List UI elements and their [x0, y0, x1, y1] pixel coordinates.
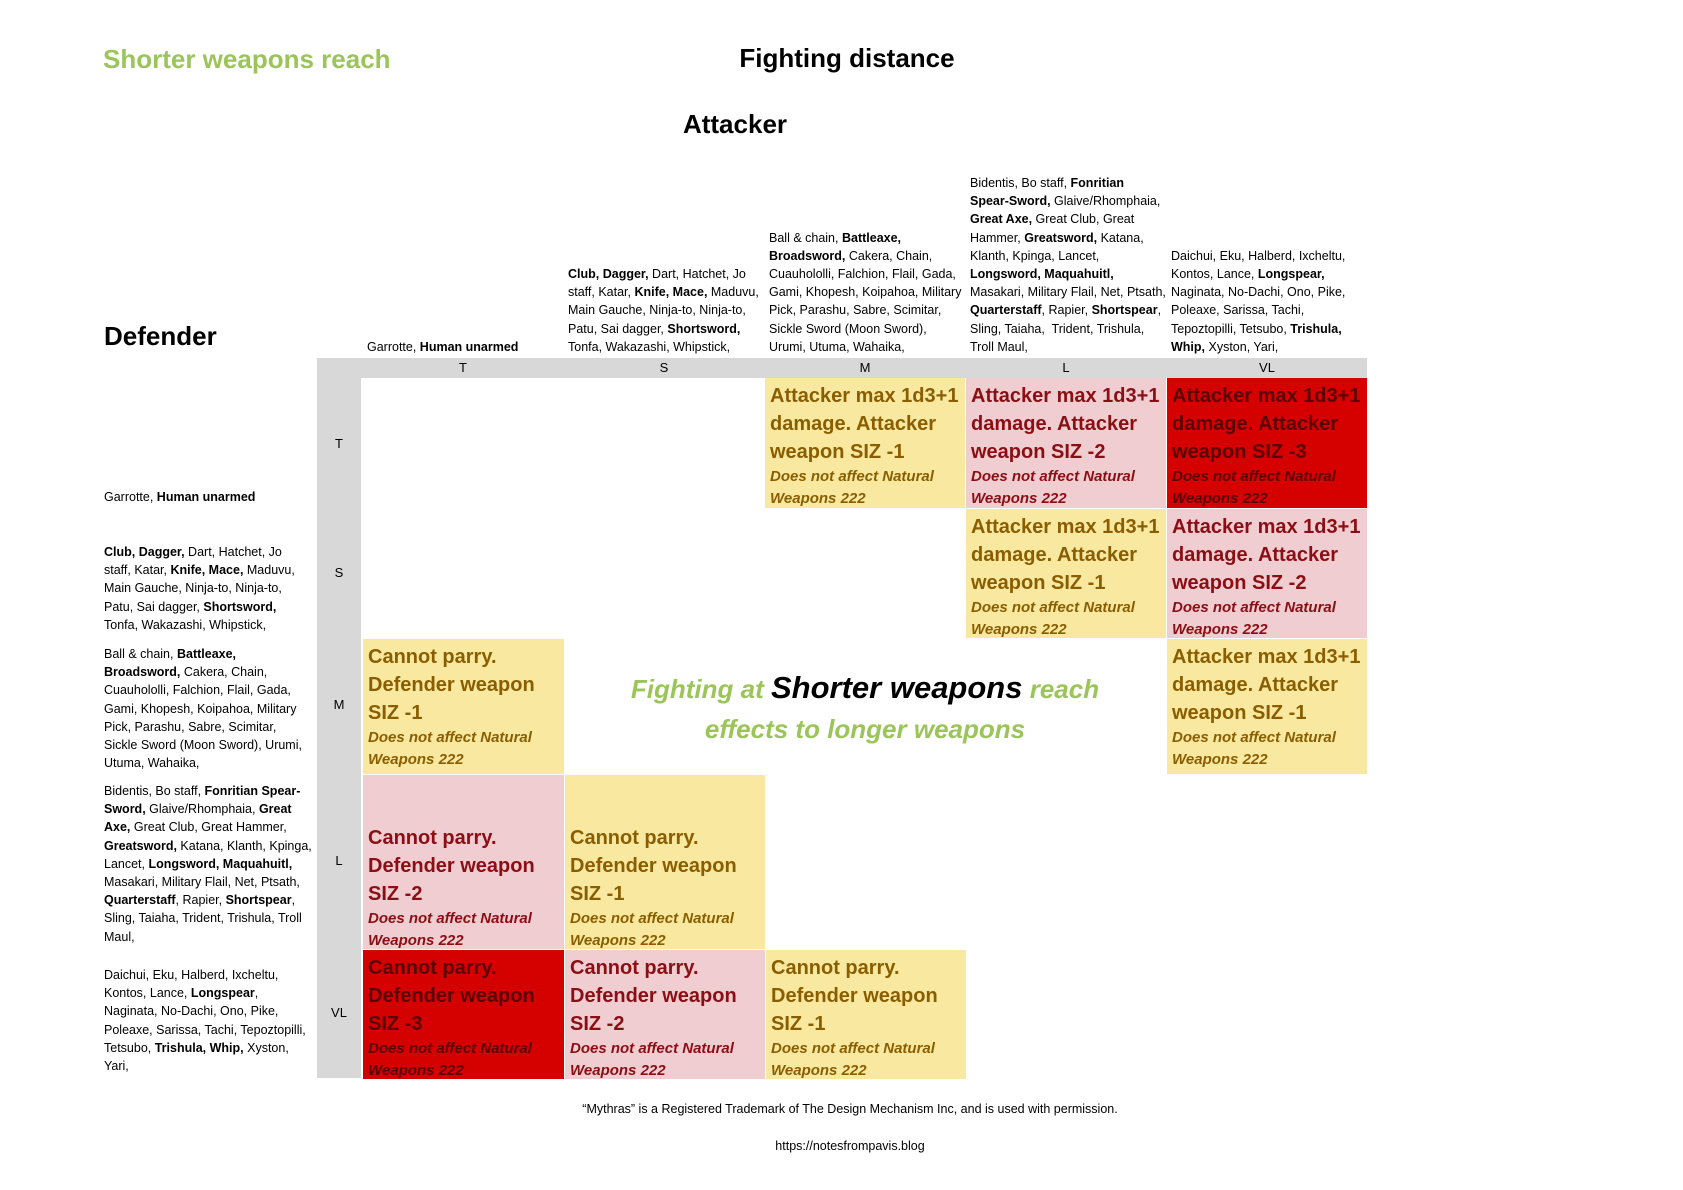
page-title: Fighting distance — [739, 43, 955, 73]
center-message-emphasis: Shorter weapons — [770, 670, 1023, 705]
defender-heading: Defender — [104, 321, 217, 351]
cell-vl-m-effect: Cannot parry. Defender weapon SIZ -1 — [771, 957, 938, 1035]
cell-m-t — [363, 639, 564, 774]
column-code-s: S — [659, 360, 669, 375]
cell-m-vl-note: Does not affect Natural Weapons 222 — [1172, 729, 1336, 768]
cell-vl-s-note: Does not affect Natural Weapons 222 — [570, 1040, 734, 1079]
column-code-m: M — [859, 360, 871, 375]
cell-vl-m — [766, 950, 966, 1079]
cell-t-m-effect: Attacker max 1d3+1 damage. Attacker weapon SIZ -1 — [770, 385, 959, 463]
cell-s-vl-note: Does not affect Natural Weapons 222 — [1172, 599, 1336, 638]
column-code-l: L — [1062, 360, 1070, 375]
column-weapons-t: Garrotte, Human unarmed — [367, 339, 519, 354]
center-message-prefix: Fighting at — [630, 674, 764, 704]
cell-m-t-effect: Cannot parry. Defender weapon SIZ -1 — [368, 646, 535, 724]
cell-s-l — [966, 509, 1166, 638]
row-weapons-t: Garrotte, Human unarmed — [104, 490, 256, 504]
cell-t-l — [966, 378, 1166, 508]
center-message — [570, 668, 1160, 749]
cell-s-l-effect: Attacker max 1d3+1 damage. Attacker weapon SIZ -1 — [971, 516, 1160, 594]
cell-m-t-note: Does not affect Natural Weapons 222 — [368, 729, 532, 768]
cell-t-l-note: Does not affect Natural Weapons 222 — [971, 468, 1135, 507]
cell-vl-t-note: Does not affect Natural Weapons 222 — [368, 1040, 532, 1079]
cell-t-m-note: Does not affect Natural Weapons 222 — [770, 468, 934, 507]
row-weapons-vl: Daichui, Eku, Halberd, Ixcheltu, Kontos, Lance, Longspear, Naginata, No-Dachi, Ono, Pike, Poleaxe, Sarissa, Tachi, Tepoztopilli, Tetsubo, Trishula, Whip, Xyston, Yari, — [104, 968, 306, 1074]
column-weapons-m: Ball & chain, Battleaxe, Broadsword, Cakera, Chain, Cuauhololli, Falchion, Flail, Gada, Gami, Khopesh, Koipahoa, Military Pick, Parashu, Sabre, Scimitar, Sickle Sword (Moon Sword), Urumi, Utuma, Wahaika, — [769, 230, 962, 354]
column-code-vl: VL — [1259, 360, 1275, 375]
cell-m-vl — [1167, 639, 1367, 774]
row-code-m: M — [333, 697, 345, 712]
column-weapons-vl: Daichui, Eku, Halberd, Ixcheltu, Kontos, Lance, Longspear, Naginata, No-Dachi, Ono, Pike, Poleaxe, Sarissa, Tachi, Tepoztopilli, Tetsubo, Trishula, Whip, Xyston, Yari, — [1171, 248, 1346, 354]
row-code-t: T — [335, 436, 343, 451]
column-weapons-l: Bidentis, Bo staff, Fonritian Spear-Sword, Glaive/Rhomphaia, Great Axe, Great Club, Great Hammer, Greatsword, Katana, Klanth, Kpinga, Lancet, Longsword, Maquahuitl, Masakari, Military Flail, Net, Ptsath, Quarterstaff, Rapier, Shortspear, Sling, Taiaha, Trident, Trishula, Troll Maul, — [970, 175, 1166, 354]
cell-t-m — [765, 378, 965, 508]
cell-l-t-effect: Cannot parry. Defender weapon SIZ -2 — [368, 827, 535, 905]
cell-l-t-note: Does not affect Natural Weapons 222 — [368, 910, 532, 949]
cell-l-t — [363, 775, 564, 949]
title-shorter-weapons-reach: Shorter weapons reach — [103, 44, 391, 74]
cell-l-s-effect: Cannot parry. Defender weapon SIZ -1 — [570, 827, 737, 905]
center-message-line2: effects to longer weapons — [704, 714, 1026, 744]
cell-vl-t — [363, 950, 564, 1079]
blog-url: https://notesfrompavis.blog — [775, 1139, 925, 1153]
cell-s-vl — [1167, 509, 1367, 638]
row-weapons-l: Bidentis, Bo staff, Fonritian Spear-Sword, Glaive/Rhomphaia, Great Axe, Great Club, Great Hammer, Greatsword, Katana, Klanth, Kpinga, Lancet, Longsword, Maquahuitl, Masakari, Military Flail, Net, Ptsath, Quarterstaff, Rapier, Shortspear, Sling, Taiaha, Trident, Trishula, Troll Maul, — [104, 784, 312, 944]
row-code-l: L — [335, 853, 343, 868]
attacker-heading: Attacker — [682, 109, 788, 139]
column-code-t: T — [459, 360, 467, 375]
trademark-notice: “Mythras” is a Registered Trademark of The Design Mechanism Inc, and is used with permission. — [582, 1102, 1118, 1116]
cell-t-vl — [1167, 378, 1367, 508]
row-code-vl: VL — [331, 1005, 347, 1020]
row-header-bar — [317, 358, 361, 1078]
center-message-line1 — [570, 668, 1160, 709]
cell-m-vl-effect: Attacker max 1d3+1 damage. Attacker weapon SIZ -1 — [1172, 646, 1361, 724]
cell-s-vl-effect: Attacker max 1d3+1 damage. Attacker weapon SIZ -2 — [1172, 516, 1361, 594]
cell-s-l-note: Does not affect Natural Weapons 222 — [971, 599, 1135, 638]
cell-l-s — [565, 775, 765, 949]
cell-t-l-effect: Attacker max 1d3+1 damage. Attacker weapon SIZ -2 — [971, 385, 1160, 463]
cell-t-vl-note: Does not affect Natural Weapons 222 — [1172, 468, 1336, 507]
cell-t-vl-effect: Attacker max 1d3+1 damage. Attacker weapon SIZ -3 — [1172, 385, 1361, 463]
cell-vl-s-effect: Cannot parry. Defender weapon SIZ -2 — [570, 957, 737, 1035]
cell-vl-m-note: Does not affect Natural Weapons 222 — [771, 1040, 935, 1079]
cell-l-s-note: Does not affect Natural Weapons 222 — [570, 910, 734, 949]
center-message-suffix: reach — [1029, 674, 1100, 704]
column-weapons-s: Club, Dagger, Dart, Hatchet, Jo staff, Katar, Knife, Mace, Maduvu, Main Gauche, Ninja-to, Ninja-to, Patu, Sai dagger, Shortsword, Tonfa, Wakazashi, Whipstick, — [568, 266, 759, 354]
row-weapons-s: Club, Dagger, Dart, Hatchet, Jo staff, Katar, Knife, Mace, Maduvu, Main Gauche, Ninja-to, Ninja-to, Patu, Sai dagger, Shortsword, Tonfa, Wakazashi, Whipstick, — [104, 545, 295, 632]
cell-vl-t-effect: Cannot parry. Defender weapon SIZ -3 — [368, 957, 535, 1035]
row-weapons-m: Ball & chain, Battleaxe, Broadsword, Cakera, Chain, Cuauhololli, Falchion, Flail, Gada, Gami, Khopesh, Koipahoa, Military Pick, Parashu, Sabre, Scimitar, Sickle Sword (Moon Sword), Urumi, Utuma, Wahaika, — [104, 647, 302, 771]
cell-vl-s — [565, 950, 765, 1079]
row-code-s: S — [334, 565, 344, 580]
